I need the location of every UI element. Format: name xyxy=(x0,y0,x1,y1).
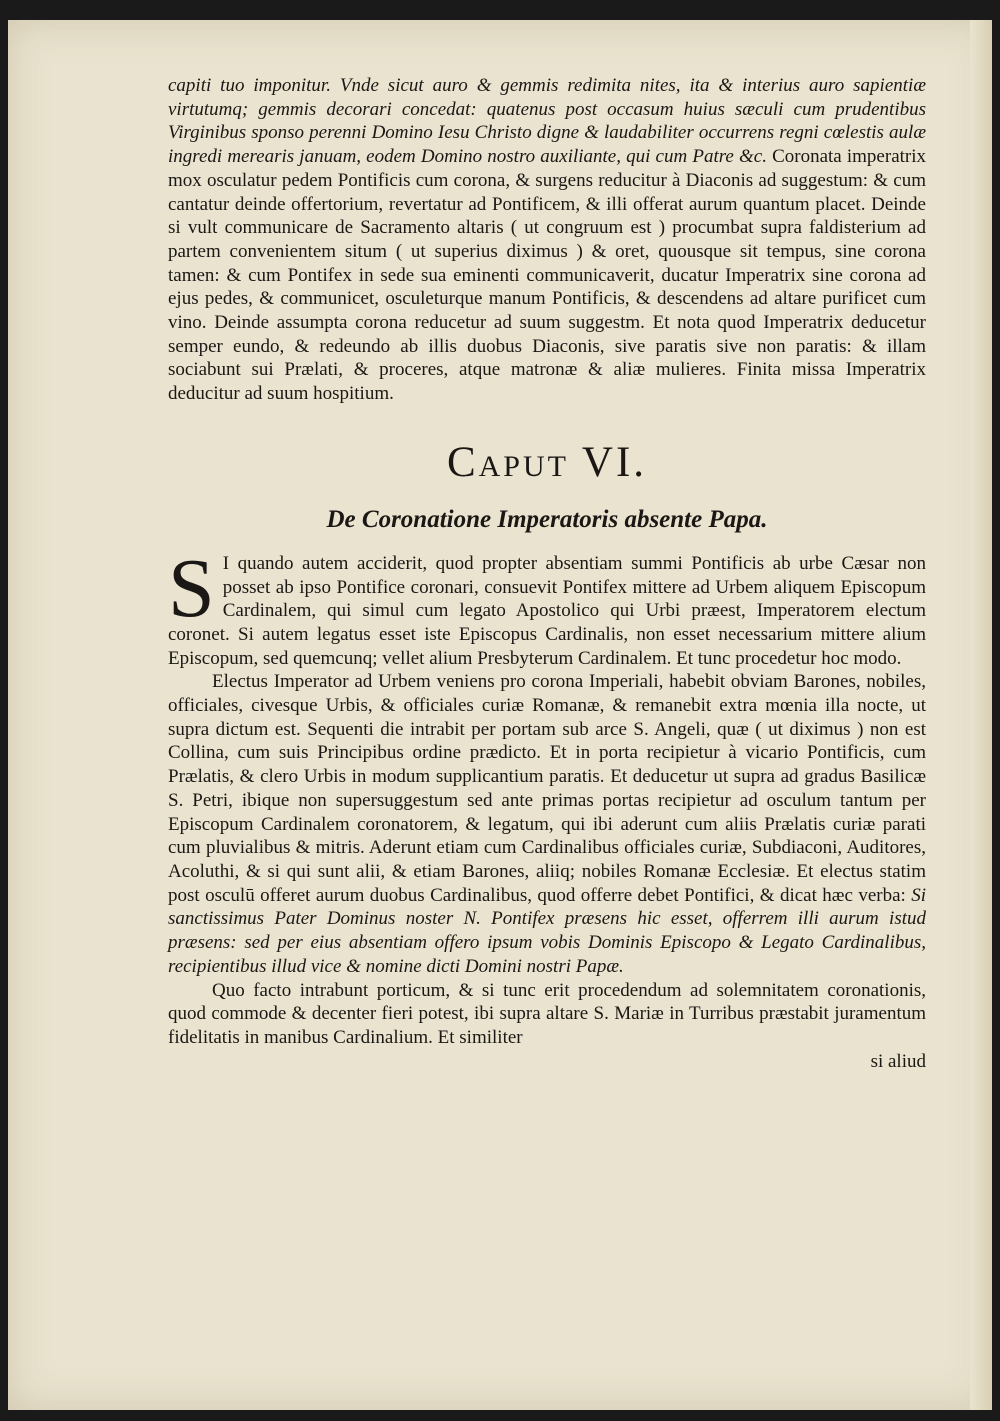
paragraph-2 xyxy=(168,670,926,978)
scanned-page xyxy=(8,20,992,1410)
paragraph-2-roman-text: Electus Imperator ad Urbem veniens pro corona Imperiali, habebit obviam Barones, nobiles, officiales, civesque Urbis, & officiales curiæ Romanæ, & remanebit extra mœnia illa nocte, ut supra dictum est. Sequenti die intrabit per portam sub arce S. Angeli, quæ ( ut diximus ) non est Collina, cum suis Principibus ordine prædicto. Et in porta recipietur à vicario Pontificis, cum Prælatis, & clero Urbis in modum supplicantium paratis. Et deducetur ut supra ad gradus Basilicæ S. Petri, ibique non supersuggestum sed ante primas portas recipietur ad osculum tantum per Episcopum Cardinalem coronatorem, & legatum, qui ibi aderunt cum aliis Prælatis curiæ parati cum pluvialibus & mitris. Aderunt etiam cum Cardinalibus officiales curiæ, Subdiaconi, Auditores, Acoluthi, & si qui sunt alii, & etiam Barones, aliiq; nobiles Romanæ Ecclesiæ. Et electus statim post osculū offeret aurum duobus Cardinalibus, quod offerre debet Pontifici, & dicat hæc verba: xyxy=(168,671,926,906)
paragraph-1-text: I quando autem acciderit, quod propter absentiam summi Pontificis ab urbe Cæsar non posset ab ipso Pontifice coronari, consuevit Pontifex mittere ad Urbem aliquem Episcopum Cardinalem, qui simul cum legato Apostolico qui Urbi præest, Imperatorem electum coronet. Si autem legatus esset iste Episcopus Cardinalis, non esset necessarium mittere alium Episcopum, sed quemcunq; vellet alium Presbyterum Cardinalem. Et tunc procedetur hoc modo. xyxy=(168,552,926,669)
text-block xyxy=(168,74,926,1074)
catchword: si aliud xyxy=(870,1050,926,1072)
chapter-subtitle: De Coronatione Imperatoris absente Papa. xyxy=(326,505,768,533)
paragraph-3 xyxy=(168,979,926,1050)
intro-roman-text: Coronata imperatrix mox osculatur pedem Pontificis cum corona, & surgens reducitur à Diaconis ad suggestum: & cum cantatur deinde offertorium, revertatur ad Pontificem, & illi offerat aurum quantum placet. Deinde si vult communicare de Sacramento altaris ( ut congruum est ) procumbat supra faldisterium ad partem convenientem situm ( ut superius diximus ) & oret, quousque sit tempus, sine corona tamen: & cum Pontifex in sede sua eminenti communicaverit, ducatur Imperatrix sine corona ad ejus pedes, & communicet, osculeturque manum Pontificis, & descendens ad altare purificet cum vino. Deinde assumpta corona reducetur ad suum suggestm. Et nota quod Imperatrix deducetur semper eundo, & redeundo ab illis duobus Diaconis, sive paratis sive non paratis: & illam sociabunt sui Prælati, & proceres, atque matronæ & aliæ mulieres. Finita missa Imperatrix deducitur ad suum hospitium. xyxy=(168,146,927,405)
intro-italic-text: capiti tuo imponitur. Vnde sicut auro & gemmis redimita nites, ita & interius auro sapientiæ virtutumq; gemmis decorari concedat: quatenus post occasum huius sæculi cum prudentibus Virginibus sponso perenni Domino Iesu Christo digne & laudabiliter occurrens regni cœlestis aulæ ingredi merearis januam, eodem Domino nostro auxiliante, qui cum Patre &c. xyxy=(168,75,926,168)
intro-paragraph xyxy=(168,74,926,406)
paragraph-1 xyxy=(168,541,926,671)
drop-cap: S xyxy=(168,541,215,635)
paragraph-3-text: Quo facto intrabunt porticum, & si tunc erit procedendum ad solemnitatem coronationis, quod commode & decenter fieri potest, ibi supra altare S. Mariæ in Turribus præstabit juramentum fidelitatis in manibus Cardinalium. Et similiter xyxy=(168,979,926,1048)
paragraph-2-italic-text: Si sanctissimus Pater Dominus noster N. Pontifex præsens hic esset, offerrem illi aurum istud præsens: sed per eius absentiam offero ipsum vobis Dominis Episcopo & Legato Cardinalibus, recipientibus illud vice & nomine dicti Domini nostri Papæ. xyxy=(168,884,927,977)
page-edge xyxy=(970,20,992,1410)
chapter-title: Caput VI. xyxy=(446,438,648,486)
